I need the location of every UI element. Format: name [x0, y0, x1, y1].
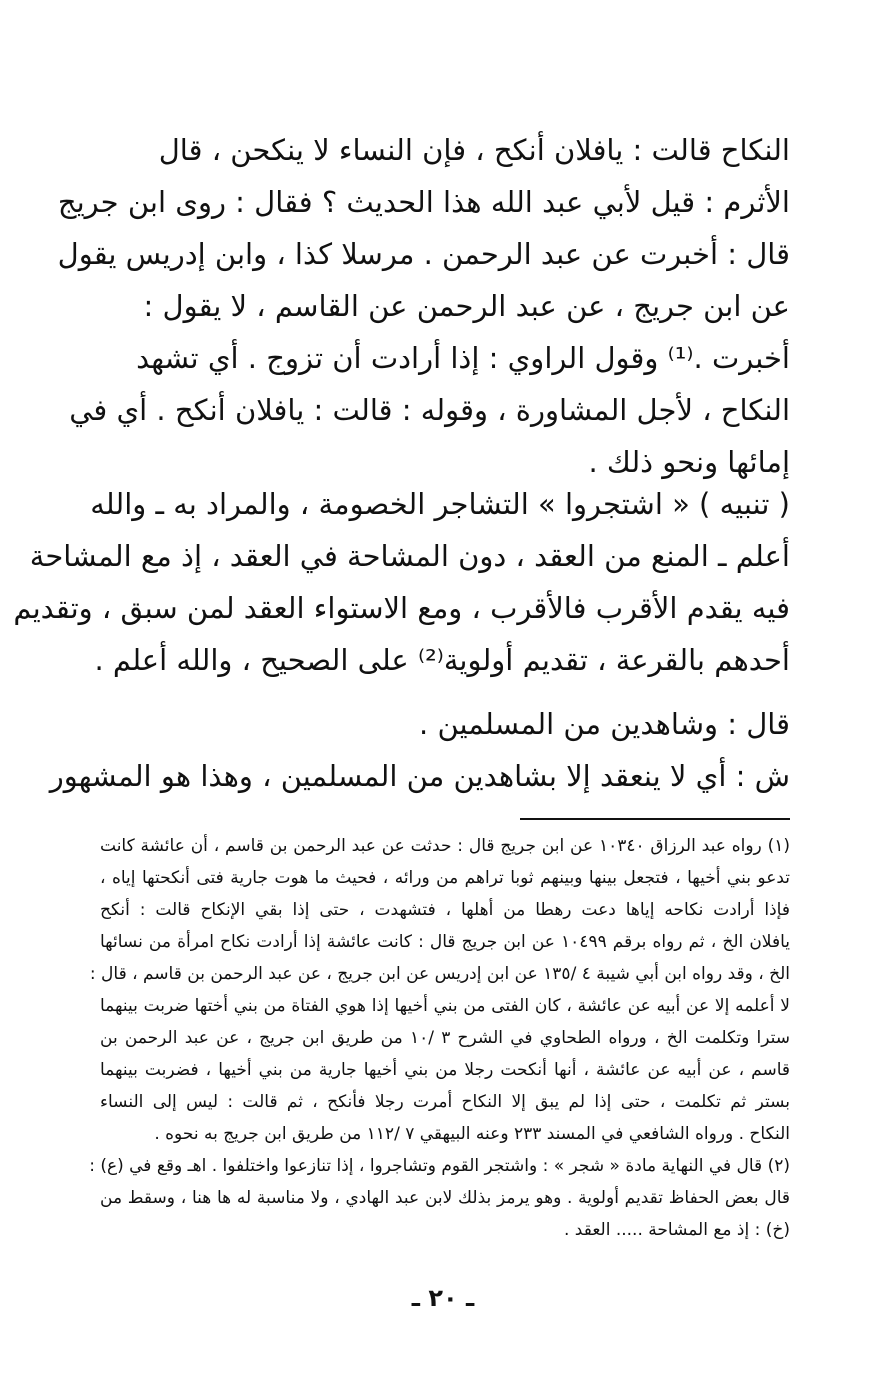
text-line: النكاح ، لأجل المشاورة ، وقوله : قالت : يافلان أنكح . أي في — [69, 393, 790, 427]
footnote-separator — [520, 818, 790, 820]
paragraph-1 — [57, 124, 790, 488]
text-line: أعلم ـ المنع من العقد ، دون المشاحة في العقد ، إذ مع المشاحة — [29, 539, 790, 573]
footnote-line: يافلان الخ ، ثم رواه برقم ١٠٤٩٩ عن ابن جريج قال : كانت عائشة إذا أرادت نكاح امرأة من نسائها — [100, 932, 790, 952]
text-line: ش : أي لا ينعقد إلا بشاهدين من المسلمين ، وهذا هو المشهور — [49, 759, 790, 793]
footnote-line: تدعو بني أخيها ، فتجعل بينها وبينهم ثوبا تراهم من ورائه ، فحيث ما هوت جارية فتى أنكحتها إياه ، — [100, 868, 790, 888]
text-line: أخبرت .⁽¹⁾ وقول الراوي : إذا أرادت أن تزوج . أي تشهد — [136, 341, 790, 375]
page-number: ـ ٢٠ ـ — [411, 1284, 475, 1312]
text-line: إمائها ونحو ذلك . — [588, 445, 790, 479]
text-line: الأثرم : قيل لأبي عبد الله هذا الحديث ؟ فقال : روى ابن جريج — [57, 185, 790, 219]
paragraph-2-note — [13, 478, 790, 686]
text-line: عن ابن جريج ، عن عبد الرحمن عن القاسم ، لا يقول : — [143, 289, 790, 323]
footnote-line: سترا وتكلمت الخ ، ورواه الطحاوي في الشرح ٣ /١٠ من طريق ابن جريج ، عن عبد الرحمن بن — [100, 1028, 790, 1048]
footnote-line: (خ) : إذ مع المشاحة ..... العقد . — [564, 1220, 790, 1240]
footnote-line: الخ ، وقد رواه ابن أبي شيبة ٤ /١٣٥ عن ابن إدريس عن ابن جريج ، عن عبد الرحمن بن قاسم ، قال : — [89, 964, 790, 984]
footnote-line: فإذا أرادت نكاحه إياها دعت رهطا من أهلها ، فتشهدت ، حتى إذا بقي الإنكاح قالت : أنكح — [100, 900, 790, 920]
footnote-line: لا أعلمه إلا عن أبيه عن عائشة ، كان الفتى من بني أخيها إذا هوي الفتاة من بني أختها ضربت بينهما — [100, 996, 790, 1016]
text-line: أحدهم بالقرعة ، تقديم أولوية⁽²⁾ على الصحيح ، والله أعلم . — [94, 643, 790, 677]
text-line: قال : وشاهدين من المسلمين . — [419, 707, 790, 741]
footnote-line: (٢) قال في النهاية مادة « شجر » : واشتجر القوم وتشاجروا ، إذا تنازعوا واختلفوا . اهـ وقع في (ع) : — [89, 1156, 790, 1176]
text-line: النكاح قالت : يافلان أنكح ، فإن النساء لا ينكحن ، قال — [158, 133, 790, 167]
footnotes — [89, 830, 790, 1246]
text-line: فيه يقدم الأقرب فالأقرب ، ومع الاستواء العقد لمن سبق ، وتقديم — [13, 591, 790, 625]
text-line: ( تنبيه ) « اشتجروا » التشاجر الخصومة ، والمراد به ـ والله — [90, 487, 790, 521]
footnote-line: قاسم ، عن أبيه عن عائشة ، أنها أنكحت رجلا من بني أخيها جارية من بني أخيها ، فضربت بينهما — [100, 1060, 790, 1080]
footnote-line: النكاح . ورواه الشافعي في المسند ٢٣٣ وعنه البيهقي ٧ /١١٢ من طريق ابن جريج به نحوه . — [154, 1124, 790, 1144]
paragraph-3 — [49, 698, 790, 802]
text-line: قال : أخبرت عن عبد الرحمن . مرسلا كذا ، وابن إدريس يقول — [57, 237, 790, 271]
footnote-line: بستر ثم تكلمت ، حتى إذا لم يبق إلا النكاح أمرت رجلا فأنكح ، ثم قالت : ليس إلى النساء — [100, 1092, 790, 1112]
footnote-line: (١) رواه عبد الرزاق ١٠٣٤٠ عن ابن جريج قال : حدثت عن عبد الرحمن بن قاسم ، أن عائشة كانت — [100, 836, 790, 856]
footnote-line: قال بعض الحفاظ تقديم أولوية . وهو يرمز بذلك لابن عبد الهادي ، ولا مناسبة له ها هنا ، وسقط من — [100, 1188, 790, 1208]
